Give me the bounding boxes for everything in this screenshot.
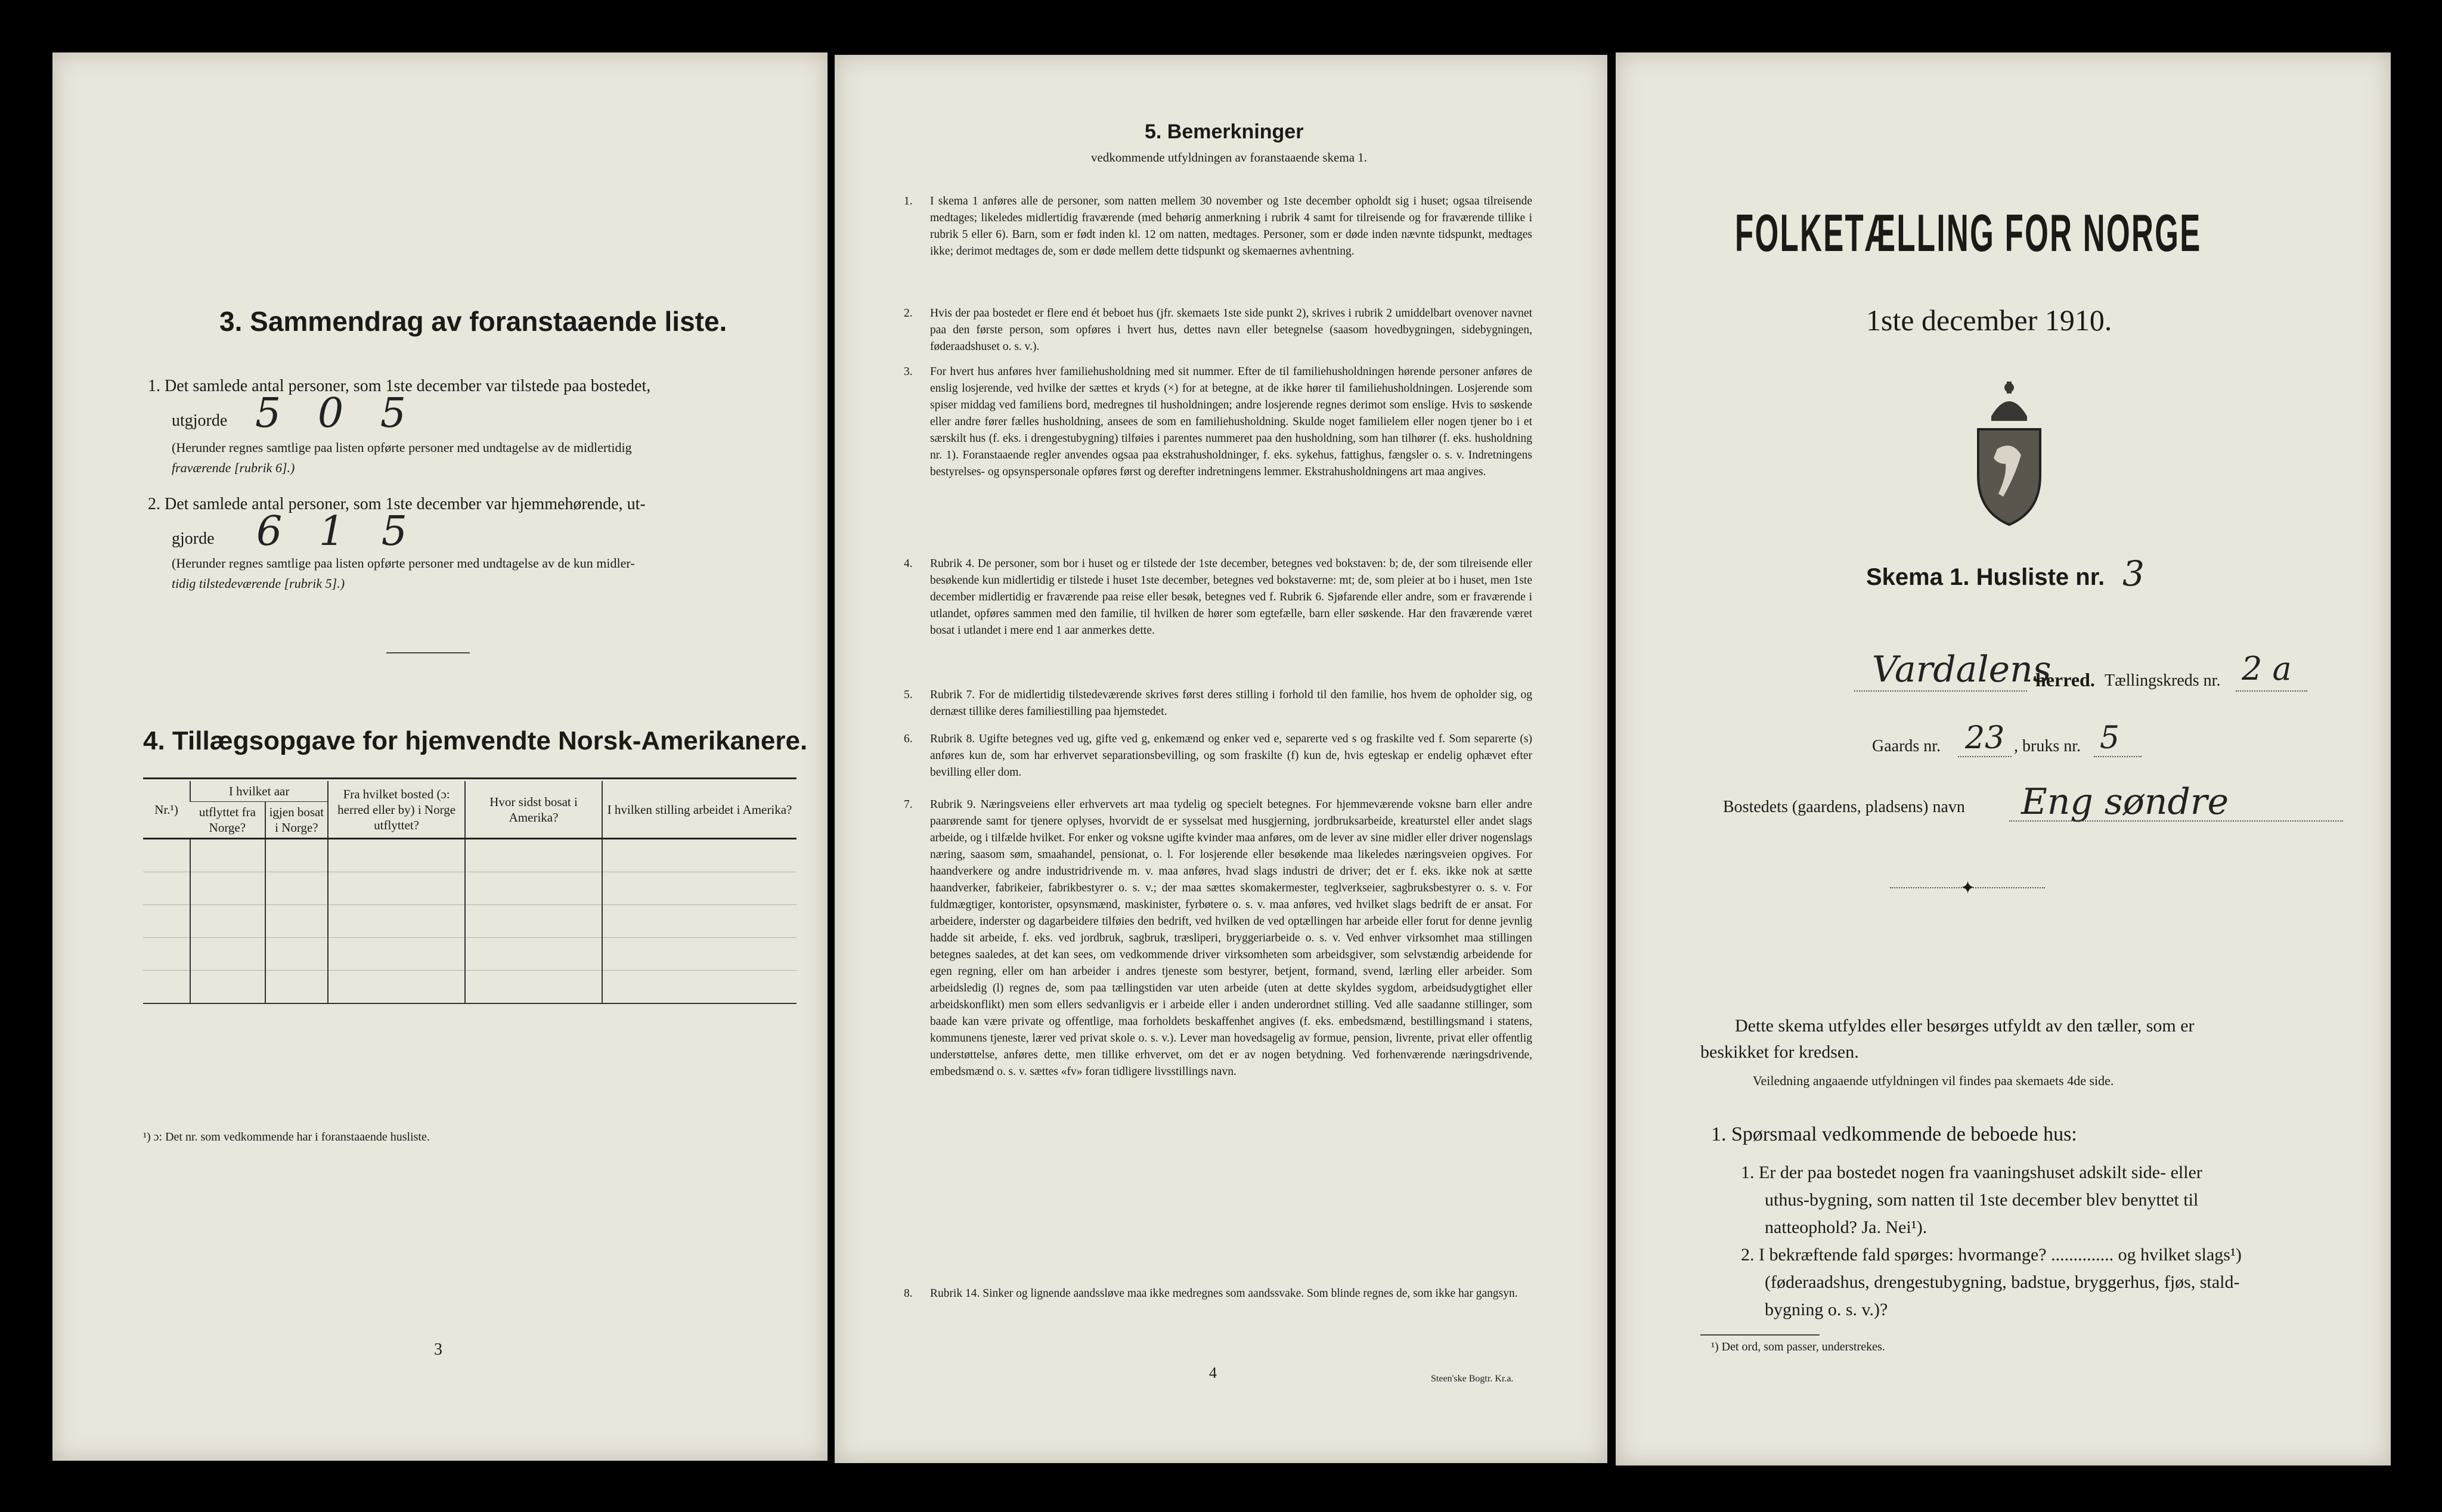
table-cell[interactable]	[465, 971, 602, 1004]
bemerkninger-subtitle: vedkommende utfyldningen av foranstaaende skema 1.	[1091, 150, 1368, 165]
item1-handwritten-value: 5 0 5	[255, 390, 419, 437]
note-item-6: 6. Rubrik 8. Ugifte betegnes ved ug, gifte ved g, enkemænd og enker ved e, separerte ved s og fraskilte ved f. Som separerte (s) anføres kun de, som har erhvervet separationsbevilling, og som fraskilte (f) kun de, hvis egteskap er endelig ophævet efter bevilling eller dom.	[904, 733, 1532, 779]
note-item-7: 7. Rubrik 9. Næringsveiens eller erhvervets art maa tydelig og specielt betegnes. For hjemmeværende voksne barn eller andre paarørende samt for tjenere oplyses, hvorvidt de er sysselsat med husgjerning, jordbruksarbeide, kreaturstel eller andet slags arbeide, og i tilfælde hvilket. For enker og voksne ugifte kvinder maa anføres, om de lever av sine midler eller driver nogenslags næring, saasom søm, smaahandel, pensionat, o. l. For losjerende eller besøkende maa likeledes næringsveien opgives. For haandverkere og andre industridrivende m. v. maa anføres, hvad slags industri de driver; det er f. eks. ikke nok at sætte haandverker, fabrikeier, fabrikbestyrer o. s. v.; der maa sættes skomakermester, teglverkseier, sagbruksbestyrer o. s. v. For fuldmægtiger, kontorister, opsynsmænd, maskinister, fyrbøtere o. s. v. maa anføres, ved hvilket slags bedrift de er ansat. For arbeidere, inderster og dagarbeidere tilføies den bedrift, ved hvilken de ved optællingen har arbeide eller forut for denne jevnlig hadde sit arbeide, f. eks. ved jordbruk, sagbruk, træsliperi, bryggeriarbeide o. s. v. Ved enhver virksomhet maa stillingen betegnes saaledes, at det kan sees, om vedkommende driver virksomheten som arbeidsgiver, som selvstændig arbeidende for egen regning, eller om han arbeider i andres tjeneste som bestyrer, betjent, formand, svend, lærling eller arbeider. Som arbeidsledig (l) regnes de, som paa tællingstiden var uten arbeide (uten at dette skyldes sygdom, arbeidsudygtighet eller arbeidskonflikt) men som ellers sedvanligvis er i arbeide eller i anden underordnet stilling. Ved alle saadanne stillinger, som baade kan være private og offentlige, maa forholdets beskaffenhet angives (f. eks. embedsmænd, bestillingsmand i statens, kommunens tjeneste, lærer ved privat skole o. s. v.). Lever man hovedsagelig av formue, pension, livrente, privat eller offentlig understøttelse, anføres dette, men tillike erhvervet, om det er av nogen betydning. Ved forhenværende næringsdrivende, embedsmænd o. s. v. sættes «fv» foran tidligere livsstillings navn.	[904, 798, 1532, 1078]
table-cell[interactable]	[143, 938, 190, 971]
item1-text: 1. Det samlede antal personer, som 1ste december var tilstede paa bostedet,	[148, 377, 651, 395]
table-cell[interactable]	[328, 872, 465, 905]
page-number: 3	[434, 1340, 442, 1359]
husliste-nr-value: 3	[2122, 553, 2145, 594]
norsk-amerikanere-table	[143, 781, 797, 1004]
bruks-label: , bruks nr.	[2014, 737, 2081, 755]
table-cell[interactable]	[465, 938, 602, 971]
table-cell[interactable]	[143, 905, 190, 938]
table-cell[interactable]	[465, 905, 602, 938]
q2-line-1: 2. I bekræftende fald spørges: hvormange? .............. og hvilket slags¹)	[1741, 1245, 2242, 1265]
bemerkninger-title: 5. Bemerkninger	[1145, 120, 1304, 143]
table-cell[interactable]	[602, 872, 797, 905]
page3-footnote: ¹) Det ord, som passer, understrekes.	[1711, 1340, 1885, 1353]
ornament-icon: ✦	[1960, 878, 1976, 898]
table-cell[interactable]	[265, 938, 328, 971]
note-item-4: 4. Rubrik 4. De personer, som bor i huset og er tilstede der 1ste december, betegnes ved bokstaven: b; de, der som tilreisende eller besøkende kun midlertidig er tilstede i huset 1ste december, betegnes ved bokstaverne: mt; de, som pleier at bo i huset, men 1ste december midlertidig er fraværende paa reise eller besøk, betegnes ved f. Rubrik 6. Sjøfarende eller andre, som er fraværende i utlandet, opføres sammen med den familie, til hvilken de hører som egtefælle, barn eller søskende. Har den fraværende været bosat i utlandet i mere end 1 aar anmerkes dette.	[904, 557, 1532, 637]
table-cell[interactable]	[602, 938, 797, 971]
folketelling-title: FOLKETÆLLING FOR NORGE	[1735, 203, 2202, 262]
table-cell[interactable]	[465, 872, 602, 905]
col-nr: Nr.¹)	[154, 802, 178, 817]
col-amerika: Hvor sidst bosat i Amerika?	[465, 781, 602, 839]
table-cell[interactable]	[328, 971, 465, 1004]
item2-text: 2. Det samlede antal personer, som 1ste december var hjemmehørende, ut-	[148, 495, 646, 513]
q1-line-3: natteophold? Ja. Nei¹).	[1765, 1217, 1927, 1237]
table-cell[interactable]	[602, 971, 797, 1004]
table-cell[interactable]	[328, 839, 465, 872]
gaards-value: 23	[1965, 720, 2005, 756]
footnote-rule	[1700, 1334, 1820, 1336]
item2-gjorde: gjorde	[172, 529, 215, 548]
kreds-value: 2 a	[2242, 650, 2292, 687]
gaards-label: Gaards nr.	[1872, 737, 1941, 755]
col-utflyttet: utflyttet fra Norge?	[199, 805, 256, 835]
bosted-value: Eng søndre	[2021, 781, 2229, 823]
item2-note: (Herunder regnes samtlige paa listen opførte personer med undtagelse av de kun midler-	[172, 556, 635, 571]
table-cell[interactable]	[190, 872, 265, 905]
table-cell[interactable]	[143, 872, 190, 905]
census-date: 1ste december 1910.	[1866, 303, 2112, 337]
table-cell[interactable]	[328, 938, 465, 971]
item1-utgjorde: utgjorde	[172, 411, 228, 430]
kreds-label: Tællingskreds nr.	[2105, 671, 2221, 690]
note-item-8: 8. Rubrik 14. Sinker og lignende aandssløve maa ikke medregnes som aandssvake. Som blinde regnes de, som ikke har gangsyn.	[904, 1287, 1518, 1300]
item1-note: (Herunder regnes samtlige paa listen opførte personer med undtagelse av de midlertidig	[172, 440, 632, 455]
info-line-3: Veiledning angaaende utfyldningen vil findes paa skemaets 4de side.	[1753, 1073, 2114, 1088]
herred-label: herred.	[2035, 669, 2095, 690]
questions-heading: 1. Spørsmaal vedkommende de beboede hus:	[1711, 1123, 2077, 1145]
page-left	[52, 52, 828, 1461]
page-middle	[835, 55, 1607, 1463]
page-number: 4	[1209, 1364, 1217, 1381]
col-stilling: I hvilken stilling arbeidet i Amerika?	[602, 781, 797, 839]
table-top-rule	[143, 777, 797, 779]
divider	[386, 652, 470, 653]
printer-mark: Steen'ske Bogtr. Kr.a.	[1431, 1374, 1514, 1384]
table-footnote: ¹) ɔ: Det nr. som vedkommende har i foranstaaende husliste.	[143, 1130, 430, 1144]
table-cell[interactable]	[465, 839, 602, 872]
table-cell[interactable]	[265, 872, 328, 905]
page-right	[1616, 52, 2391, 1465]
table-cell[interactable]	[602, 839, 797, 872]
section3-title: 3. Sammendrag av foranstaaende liste.	[219, 306, 727, 337]
q2-line-2: (føderaadshus, drengestubygning, badstue, bryggerhus, fjøs, stald-	[1765, 1272, 2240, 1292]
bosted-label: Bostedets (gaardens, pladsens) navn	[1723, 798, 1965, 816]
table-cell[interactable]	[190, 905, 265, 938]
table-cell[interactable]	[265, 905, 328, 938]
item2-handwritten-value: 6 1 5	[256, 508, 420, 555]
col-igjen: igjen bosat i Norge?	[265, 802, 328, 839]
col-bosted: Fra hvilket bosted (ɔ: herred eller by) i Norge utflyttet?	[328, 781, 465, 839]
skema-label: Skema 1. Husliste nr.	[1866, 564, 2105, 590]
item1-note-2: fraværende [rubrik 6].)	[172, 460, 295, 475]
q1-line-1: 1. Er der paa bostedet nogen fra vaaningshuset adskilt side- eller	[1741, 1163, 2202, 1182]
table-cell[interactable]	[328, 905, 465, 938]
info-line-1: Dette skema utfyldes eller besørges utfyldt av den tæller, som er	[1735, 1016, 2195, 1036]
note-item-3: 3. For hvert hus anføres hver familiehusholdning med sit nummer. Efter de til familiehusholdningen hørende personer anføres de enslig losjerende, ved hvilke der sættes et kryds (×) for at betegne, at de ikke hører til familiehusholdningen. Losjerende som spiser middag ved familiens bord, medregnes til husholdningen; andre losjerende regnes derimot som enslige. Hvis to søskende eller andre fører fælles husholdning, ansees de som en familiehusholdning. Skulde noget familielem eller nogen tjener bo i et særskilt hus (f. eks. i drengestubygning) tilføies i parentes nummeret paa den husholdning, som han tilhører (f. eks. husholdning nr. 1). Foranstaaende regler anvendes ogsaa paa ekstrahusholdninger, f. eks. sykehus, fattighus, fængsler o. s. v. Indretningens bestyrelses- og opsynspersonale opføres først og derefter indretningens lemmer. Ekstrahusholdningens art maa angives.	[904, 365, 1532, 478]
table-cell[interactable]	[602, 905, 797, 938]
note-item-5: 5. Rubrik 7. For de midlertidig tilstedeværende skrives først deres stilling i forhold til den familie, hos hvem de opholder sig, og dernæst tillike deres familiestilling paa hjemstedet.	[904, 689, 1532, 718]
table-cell[interactable]	[190, 839, 265, 872]
q1-line-2: uthus-bygning, som natten til 1ste december blev benyttet til	[1765, 1190, 2199, 1210]
table-cell[interactable]	[143, 839, 190, 872]
note-item-2: 2. Hvis der paa bostedet er flere end ét beboet hus (jfr. skemaets 1ste side punkt 2), skrives i rubrik 2 umiddelbart ovenover navnet paa den første person, som opføres i hvert hus, dettes navn eller betegnelse (saasom hovedbygningen, sidebygningen, føderaadshuset o. s. v.).	[904, 307, 1532, 353]
item2-note-2: tidig tilstedeværende [rubrik 5].)	[172, 576, 345, 591]
info-line-2: beskikket for kredsen.	[1700, 1042, 1859, 1062]
table-cell[interactable]	[265, 971, 328, 1004]
herred-value: Vardalens	[1872, 649, 2051, 690]
table-cell[interactable]	[190, 938, 265, 971]
col-year-group: I hvilket aar	[190, 781, 328, 802]
coat-of-arms-icon	[1956, 374, 2063, 529]
table-cell[interactable]	[190, 971, 265, 1004]
table-cell[interactable]	[143, 971, 190, 1004]
table-cell[interactable]	[265, 839, 328, 872]
q2-line-3: bygning o. s. v.)?	[1765, 1300, 1888, 1319]
note-item-1: 1. I skema 1 anføres alle de personer, som natten mellem 30 november og 1ste december opholdt sig i huset; ogsaa tilreisende medtages; likeledes midlertidig fraværende (med behørig anmerkning i rubrik 4 samt for tilreisende og for fraværende tillike i rubrik 5 eller 6). Barn, som er født inden kl. 12 om natten, medtages. Personer, som er døde inden nævnte tidspunkt, medtages ikke; derimot medtages de, som er døde mellem dette tidspunkt og skemaernes avhentning.	[904, 195, 1532, 258]
section4-title: 4. Tillægsopgave for hjemvendte Norsk-Amerikanere.	[143, 726, 808, 755]
bruks-value: 5	[2100, 720, 2120, 756]
